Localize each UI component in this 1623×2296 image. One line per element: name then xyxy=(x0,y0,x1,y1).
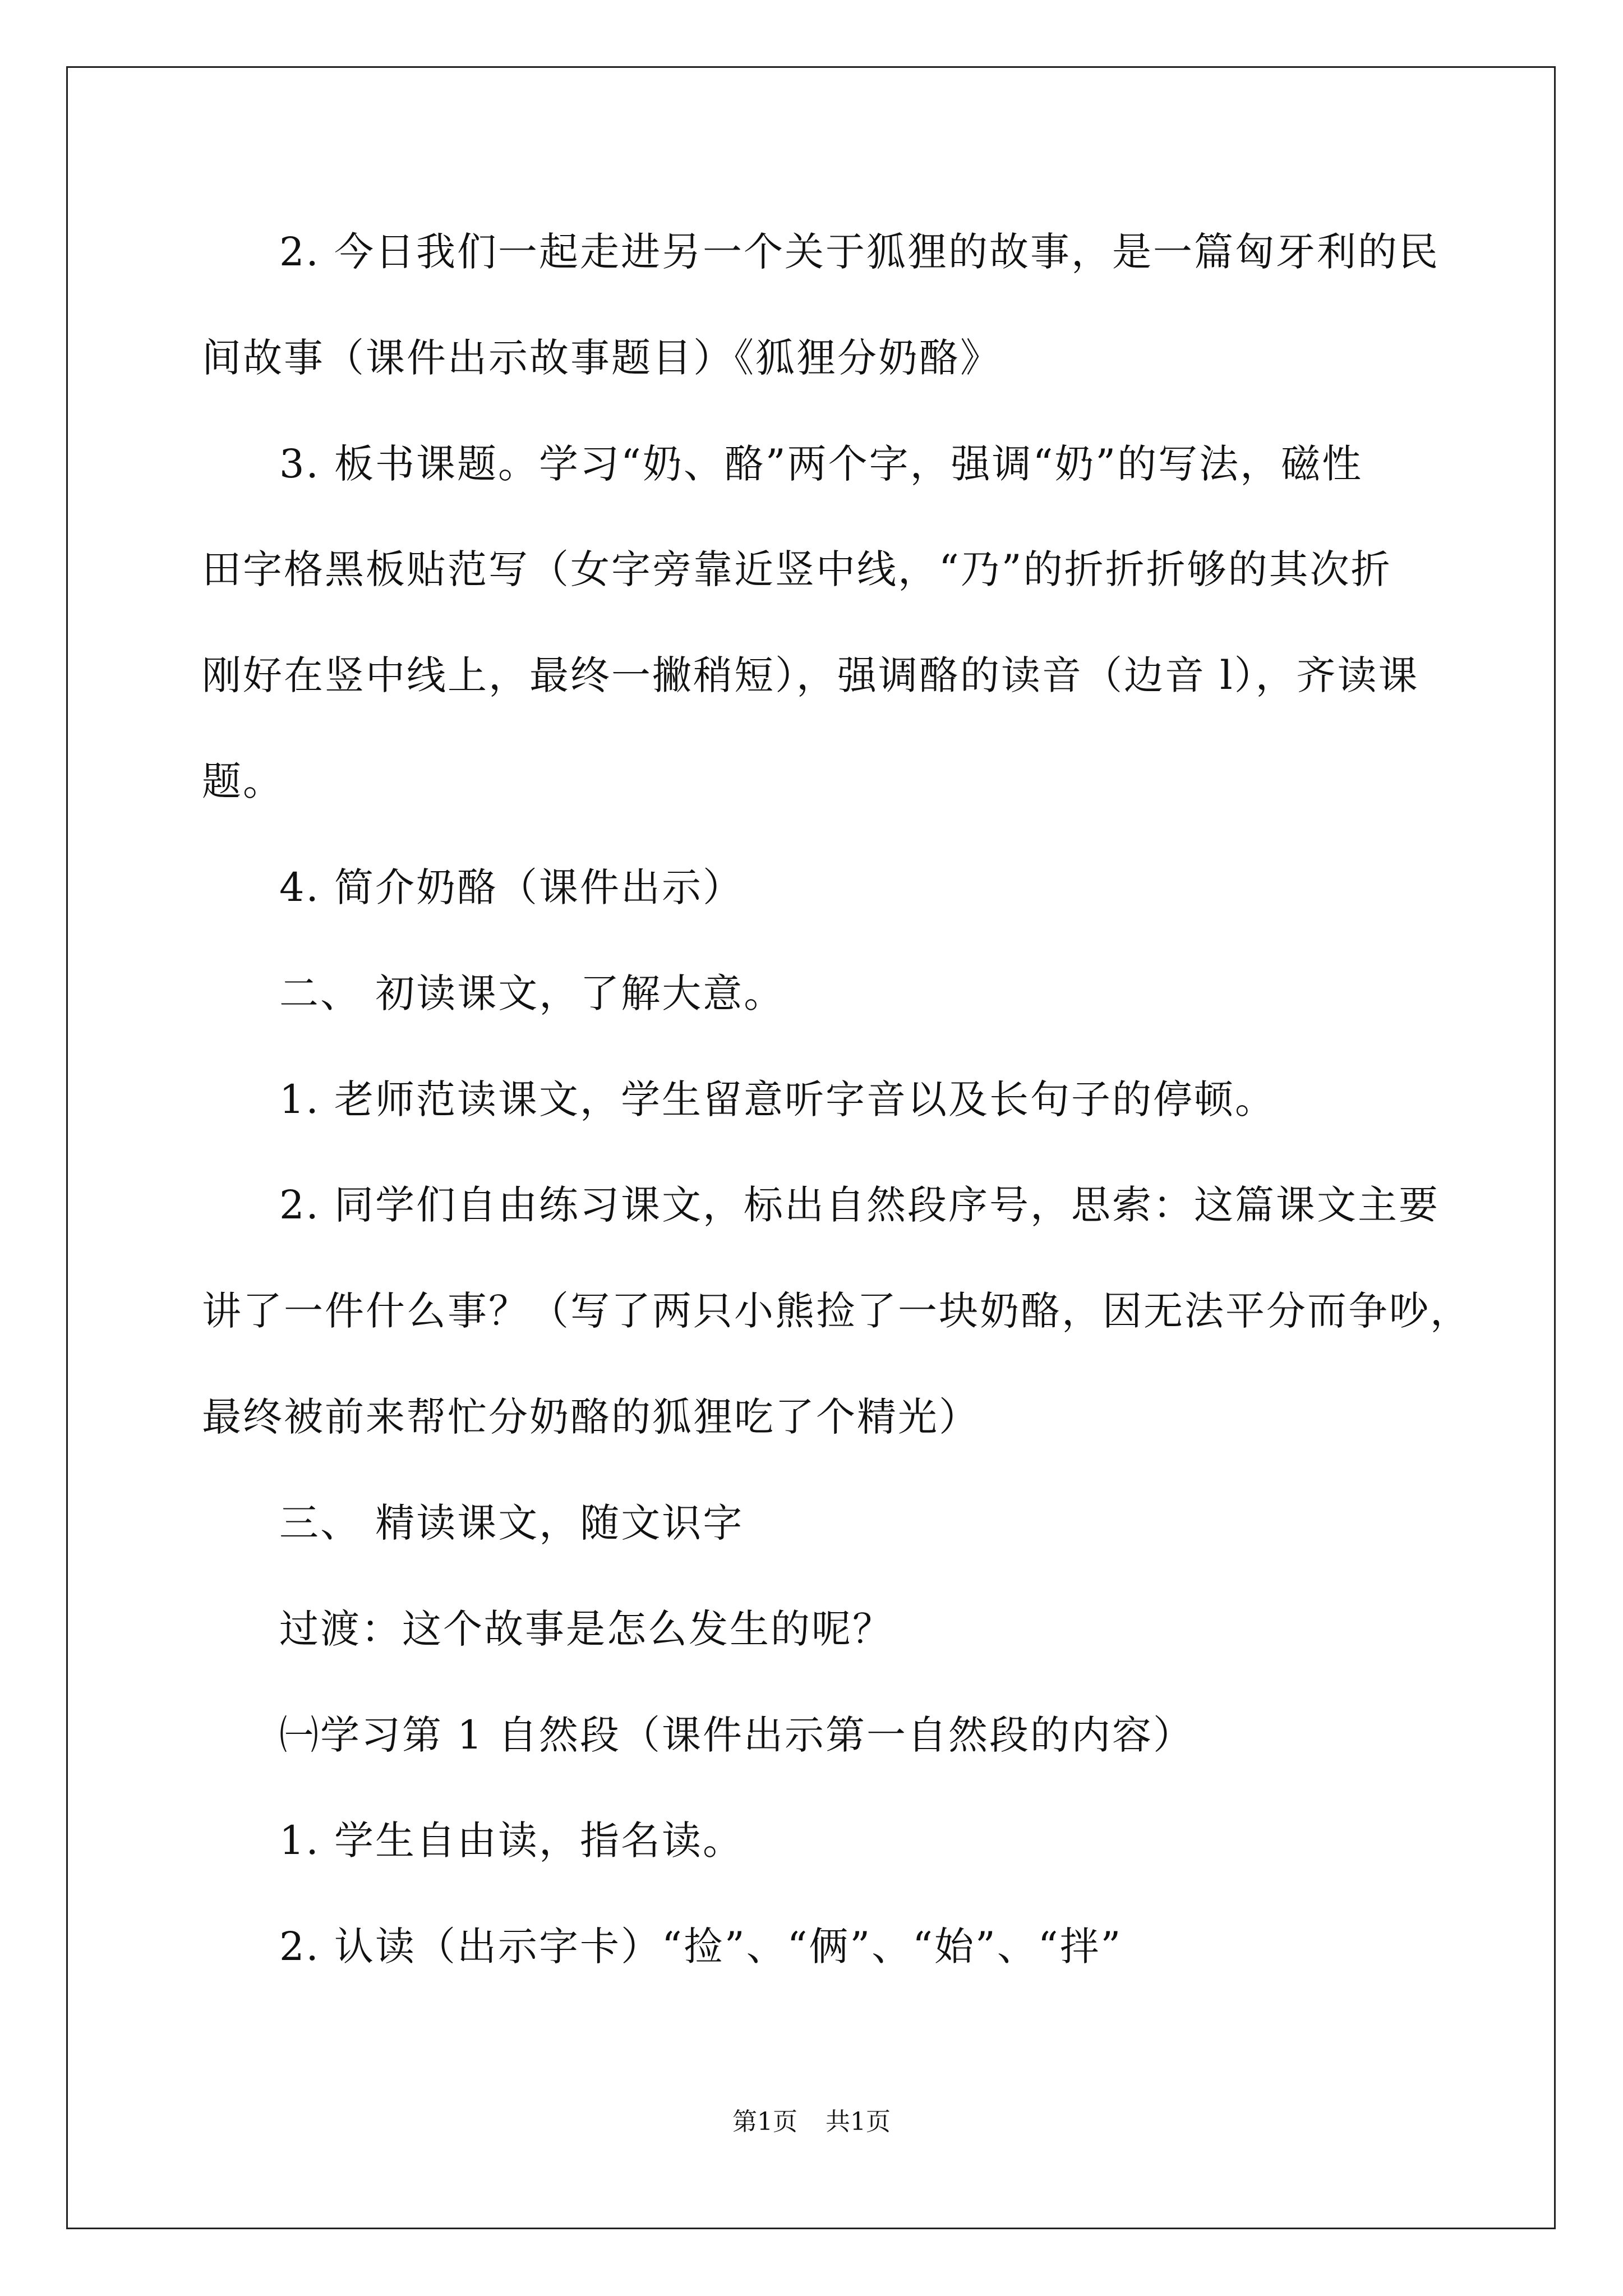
text-line: 讲了一件什么事？（写了两只小熊捡了一块奶酪，因无法平分而争吵， xyxy=(202,1288,1471,1334)
text-line: 最终被前来帮忙分奶酪的狐狸吃了个精光） xyxy=(202,1394,980,1440)
text-line: 田字格黑板贴范写（女字旁靠近竖中线，“乃”的折折折够的其次折 xyxy=(202,546,1392,592)
text-line: 4. 简介奶酪（课件出示） xyxy=(279,864,744,910)
total-pages: 共1页 xyxy=(826,2108,891,2136)
section-heading: 二、 初读课文，了解大意。 xyxy=(279,970,785,1016)
text-line: 1. 老师范读课文，学生留意听字音以及长句子的停顿。 xyxy=(279,1076,1276,1122)
page-number: 第1页 xyxy=(732,2108,797,2136)
text-line: 1. 学生自由读，指名读。 xyxy=(279,1818,744,1864)
text-line: 刚好在竖中线上，最终一撇稍短），强调酪的读音（边音 l），齐读课 xyxy=(202,652,1419,698)
text-line: 2. 认读（出示字卡）“捡”、“俩”、“始”、“拌” xyxy=(279,1924,1123,1970)
page-border xyxy=(66,66,1556,2229)
section-heading: 三、 精读课文，随文识字 xyxy=(279,1500,744,1546)
text-line: ㈠学习第 1 自然段（课件出示第一自然段的内容） xyxy=(279,1712,1195,1758)
page-footer xyxy=(0,2108,1623,2136)
text-line: 2. 同学们自由练习课文，标出自然段序号，思索：这篇课文主要 xyxy=(279,1182,1440,1228)
text-line: 题。 xyxy=(202,758,284,804)
text-line: 2. 今日我们一起走进另一个关于狐狸的故事，是一篇匈牙利的民 xyxy=(279,229,1440,275)
text-line: 过渡：这个故事是怎么发生的呢？ xyxy=(279,1606,893,1652)
text-line: 3. 板书课题。学习“奶、酪”两个字，强调“奶”的写法，磁性 xyxy=(279,441,1363,487)
text-line: 间故事（课件出示故事题目）《狐狸分奶酪》 xyxy=(202,335,1001,381)
